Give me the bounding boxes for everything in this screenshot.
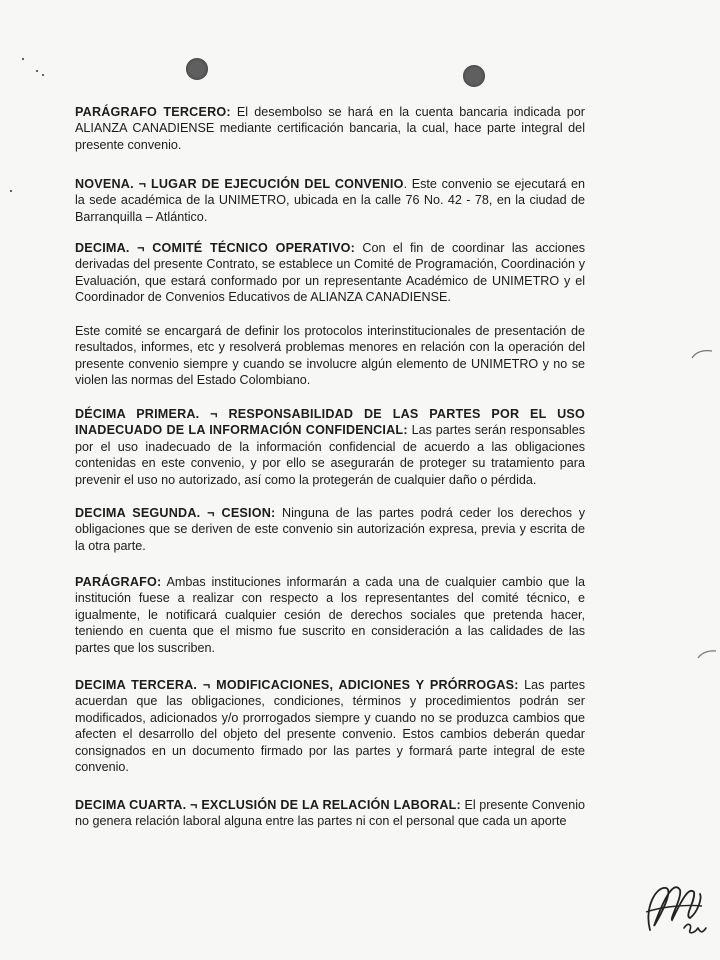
page-edge-mark (690, 345, 714, 361)
clause-decima (75, 240, 585, 306)
clause-novena (75, 176, 585, 225)
clause-decima-primera (75, 406, 585, 488)
clause-heading: PARÁGRAFO TERCERO: (75, 105, 231, 119)
scan-speck (36, 70, 38, 72)
clause-decima-cuarta (75, 797, 585, 830)
clause-text: Las partes serán responsables por el uso inadecuado de la información confidencial de acuerdo a las obligaciones contenidas en este convenio, y por ello se asegurarán de proteger su tratamiento para prevenir el uso no autorizado, así como la protegerán de cualquier daño o pérdida. (75, 423, 585, 487)
clause-heading: DÉCIMA PRIMERA. ¬ RESPONSABILIDAD DE LAS PARTES POR EL USO INADECUADO DE LA INFORMACIÓN CONFIDENCIAL: (75, 407, 585, 438)
clause-paragrafo-tercero (75, 104, 585, 153)
clause-text: . Este convenio se ejecutará en la sede académica de la UNIMETRO, ubicada en la calle 76 No. 42 - 78, en la ciudad de Barranquilla – Atlántico. (75, 177, 585, 224)
clause-heading: DECIMA. ¬ COMITÉ TÉCNICO OPERATIVO: (75, 241, 356, 255)
clause-text: Ambas instituciones informarán a cada una de cualquier cambio que la institución fuese a realizar con respecto a los representantes del comité técnico, e igualmente, le notificará cualquier cesión de derechos sociales que pretenda hacer, teniendo en cuenta que el mismo fue suscrito en consideración a las calidades de las partes que los suscriben. (75, 575, 585, 655)
clause-text: Ninguna de las partes podrá ceder los derechos y obligaciones que se deriven de este convenio sin autorización expresa, previa y escrita de la otra parte. (75, 506, 585, 553)
clause-text: El desembolso se hará en la cuenta bancaria indicada por ALIANZA CANADIENSE mediante certificación bancaria, la cual, hace parte integral del presente convenio. (75, 105, 585, 152)
page-edge-mark (696, 646, 718, 662)
scan-speck (22, 58, 24, 60)
clause-text: Con el fin de coordinar las acciones derivadas del presente Contrato, se establece un Comité de Programación, Coordinación y Evaluación, que estará conformado por un representante Académico de UNIMETRO y el Coordinador de Convenios Educativos de ALIANZA CANADIENSE. (75, 241, 585, 305)
clause-heading: DECIMA CUARTA. ¬ EXCLUSIÓN DE LA RELACIÓN LABORAL: (75, 798, 461, 812)
clause-paragrafo (75, 574, 585, 656)
clause-text: El presente Convenio no genera relación laboral alguna entre las partes ni con el personal que cada un aporte (75, 798, 585, 829)
clause-heading: DECIMA TERCERA. ¬ MODIFICACIONES, ADICIONES Y PRÓRROGAS: (75, 678, 519, 692)
handwritten-signature (640, 868, 708, 942)
scan-speck (10, 190, 12, 192)
clause-text: Las partes acuerdan que las obligaciones, condiciones, términos y procedimientos podrán ser modificados, adicionados y/o prorrogados siempre y cuando no se produzca cambios que afecten el desarrollo del objeto del presente convenio. Estos cambios deberán quedar consignados en un documento firmado por las partes y formará parte integral de este convenio. (75, 678, 585, 775)
clause-decima-segunda (75, 505, 585, 554)
punch-hole-left (186, 58, 208, 80)
clause-comite-paragraph (75, 323, 585, 389)
clause-decima-tercera (75, 677, 585, 775)
clause-heading: NOVENA. ¬ LUGAR DE EJECUCIÓN DEL CONVENIO (75, 177, 404, 191)
clause-text: Este comité se encargará de definir los protocolos interinstitucionales de presentación de resultados, informes, etc y resolverá problemas menores en relación con la operación del presente convenio siempre y cuando se involucre algún elemento de UNIMETRO y no se violen las normas del Estado Colombiano. (75, 324, 585, 388)
clause-heading: PARÁGRAFO: (75, 575, 162, 589)
punch-hole-right (463, 65, 485, 87)
scan-speck (42, 74, 44, 76)
clause-heading: DECIMA SEGUNDA. ¬ CESION: (75, 506, 276, 520)
